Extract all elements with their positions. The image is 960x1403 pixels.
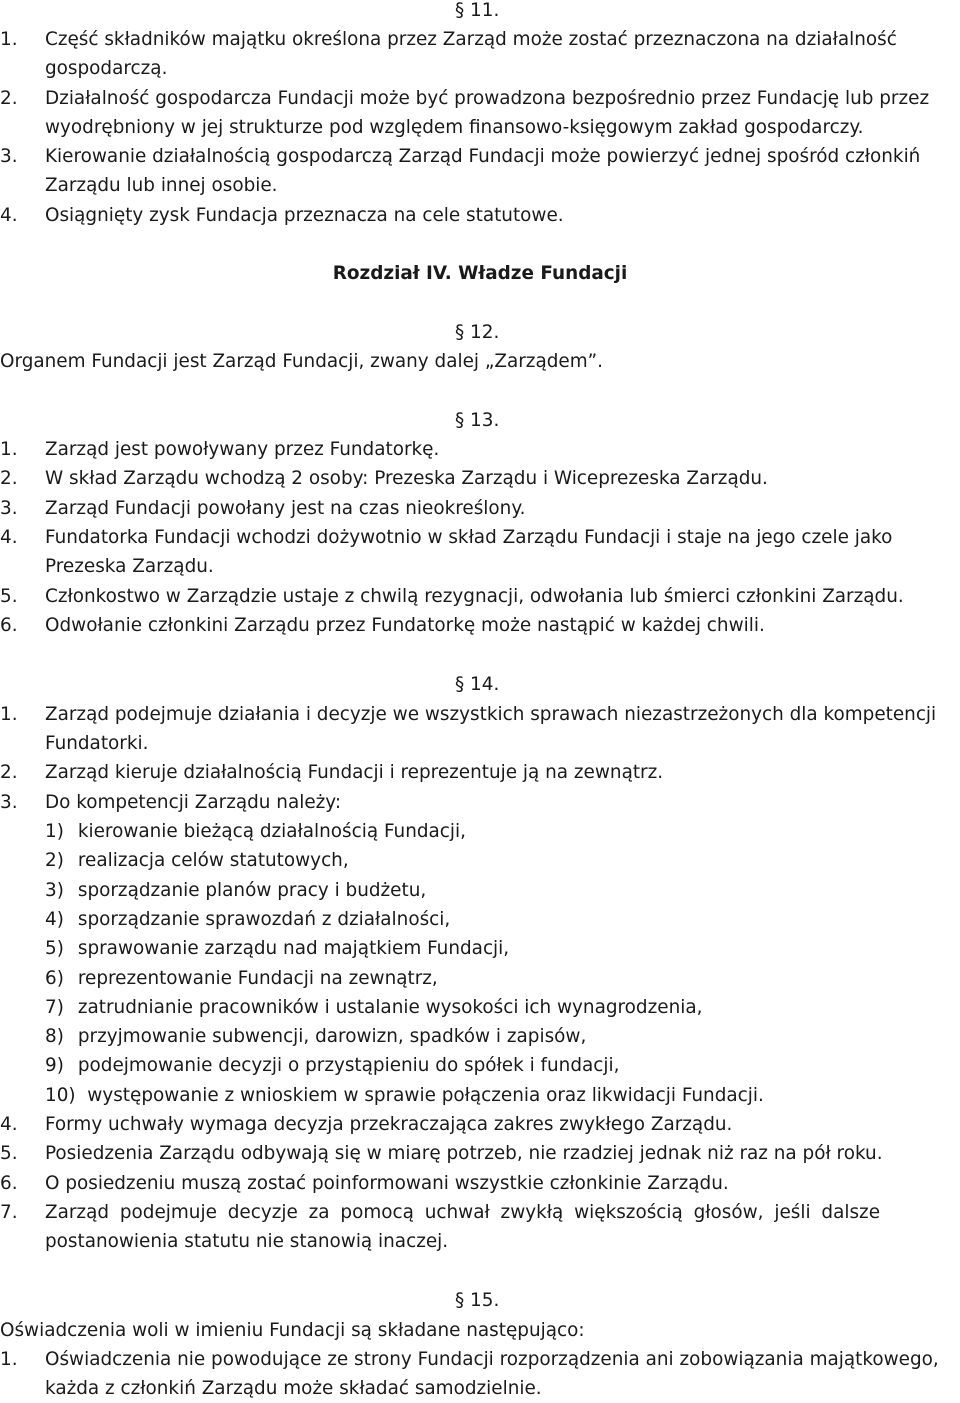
- chapter-heading: Rozdział IV. Władze Fundacji: [332, 263, 628, 284]
- section-heading-12: § 12.: [455, 322, 500, 343]
- section-heading-15: § 15.: [455, 1290, 500, 1311]
- section-heading-11: § 11.: [455, 0, 500, 21]
- paragraph: Oświadczenia woli w imieniu Fundacji są składane następująco:: [0, 1320, 585, 1341]
- paragraph: Organem Fundacji jest Zarząd Fundacji, zwany dalej „Zarządem”.: [0, 351, 604, 372]
- document-page: § 11. 1. Część składników majątku określona przez Zarząd może zostać przeznaczona na działalność gospodarczą. 2. Działalność gospodarcza Fundacji może być prowadzona bezpośrednio przez Fundację lub przez wyodrębniony w jej strukturze pod względem finansowo-księgowym zakład gospodarczy. 3. Kierowanie działalnością gospodarczą Zarząd Fundacji może powierzyć jednej spośród członkiń Zarządu lub innej osobie. 4. Osiągnięty zysk Fundacja przeznacza na cele statutowe. Rozdział IV. Władze Fundacji § 12. Organem Fundacji jest Zarząd Fundacji, zwany dalej „Zarządem”. § 13. 1. Zarząd jest powoływany przez Fundatorkę. 2. W skład Zarządu wchodzą 2 osoby: Prezeska Zarządu i Wiceprezeska Zarządu. 3. Zarząd Fundacji powołany jest na czas nieokreślony. 4. Fundatorka Fundacji wchodzi dożywotnio w skład Zarządu Fundacji i staje na jego czele jako Prezeska Zarządu. 5. Członkostwo w Zarządzie ustaje z chwilą rezygnacji, odwołania lub śmierci członkini Zarządu. 6. Odwołanie członkini Zarządu przez Fundatorkę może nastąpić w każdej chwili. § 14. 1. Zarząd podejmuje działania i decyzje we wszystkich sprawach niezastrzeżonych dla kompetencji Fundatorki. 2. Zarząd kieruje działalnością Fundacji i reprezentuje ją na zewnątrz. 3. Do kompetencji Zarządu należy: 1) kierowanie bieżącą działalnością Fundacji, 2) realizacja celów statutowych, 3) sporządzanie planów pracy i budżetu, 4) sporządzanie sprawozdań z działalności, 5) sprawowanie zarządu nad majątkiem Fundacji, 6) reprezentowanie Fundacji na zewnątrz, 7) zatrudnianie pracowników i ustalanie wysokości ich wynagrodzenia, 8) przyjmowanie subwencji, darowizn, spadków i zapisów, 9) podejmowanie decyzji o przystąpieniu do spółek i fundacji, 10) występowanie z wnioskiem w sprawie połączenia oraz likwidacji Fundacji. 4. Formy uchwały wymaga decyzja przekraczająca zakres zwykłego Zarządu. 5. Posiedzenia Zarządu odbywają się w miarę potrzeb, nie rzadziej jednak niż raz na pół roku. 6. O posiedzeniu muszą zostać poinformowani wszystkie członkinie Zarządu. 7. Zarząd podejmuje decyzje za pomocą uchwał zwykłą większością głosów, jeśli dalsze postanowienia statutu nie stanowią inaczej. § 15. Oświadczenia woli w imieniu Fundacji są składane następująco: 1. Oświadczenia nie powodujące ze strony Fundacji rozporządzenia ani zobowiązania majątkowego, każda z członkiń Zarządu może składać samodzielnie.: [0, 0, 960, 1403]
- section-heading-13: § 13.: [455, 410, 500, 431]
- section-heading-14: § 14.: [455, 674, 500, 695]
